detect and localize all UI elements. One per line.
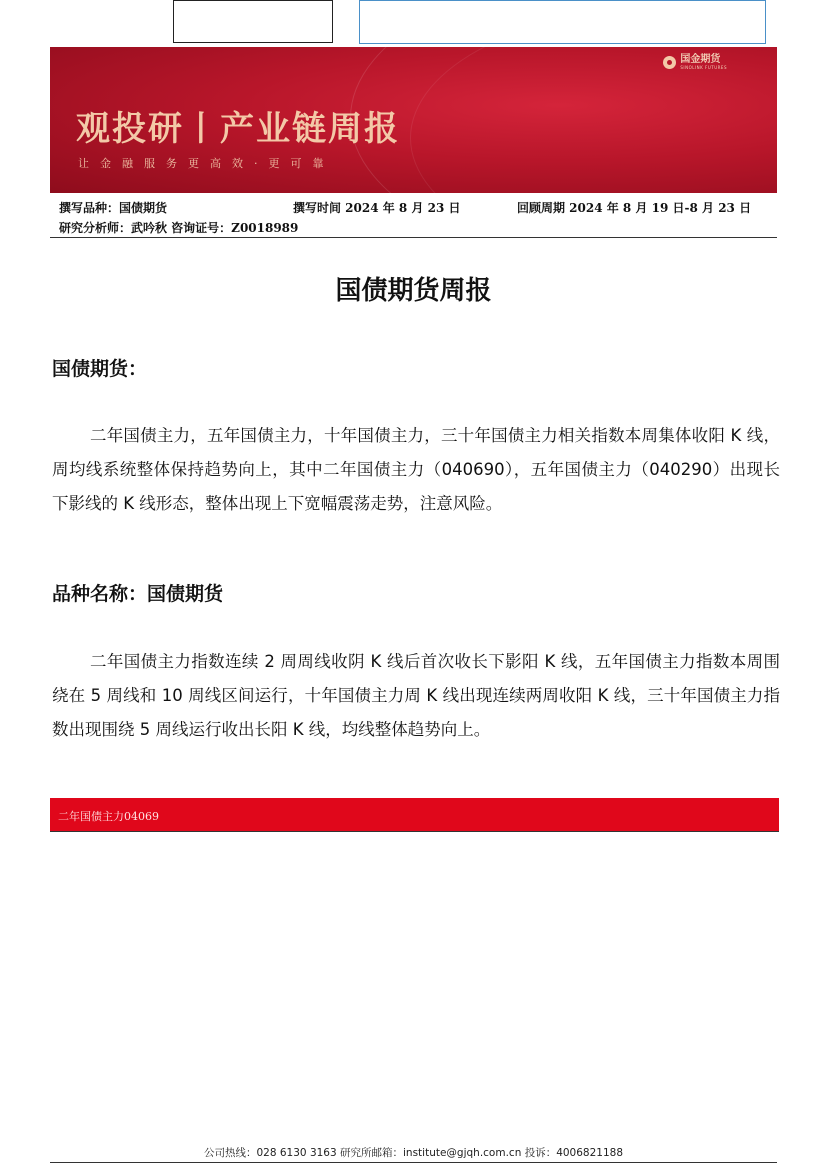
chart-section-label: 二年国债主力04069 (58, 810, 159, 823)
banner-title: 观投研丨产业链周报 (76, 109, 400, 149)
header-box-right (359, 0, 766, 44)
section-heading-variety: 品种名称：国债期货 (52, 583, 224, 605)
company-logo (663, 55, 727, 70)
report-meta (50, 193, 777, 238)
section-paragraph-bond-futures: 二年国债主力，五年国债主力，十年国债主力，三十年国债主力相关指数本周集体收阳 K 线，周均线系统整体保持趋势向上，其中二年国债主力（040690），五年国债主力（040290）出现长下影线的 K 线形态，整体出现上下宽幅震荡走势，注意风险。 (52, 426, 780, 513)
logo-name-cn: 国金期货 (680, 54, 721, 65)
document-title: 国债期货周报 (335, 276, 492, 306)
meta-review-period: 回顾周期 2024 年 8 月 19 日-8 月 23 日 (517, 201, 752, 215)
section-paragraph-variety: 二年国债主力指数连续 2 周周线收阴 K 线后首次收长下影阳 K 线，五年国债主力指数本周围绕在 5 周线和 10 周线区间运行，十年国债主力周 K 线出现连续两周收阳 K 线，三十年国债主力指数出现围绕 5 周线运行收出长阳 K 线，均线整体趋势向上。 (52, 652, 780, 739)
report-banner (50, 47, 777, 193)
logo-name-en: SINOLINK FUTURES (680, 65, 727, 70)
header-box-left (173, 0, 333, 43)
logo-icon (663, 56, 676, 69)
meta-write-time: 撰写时间 2024 年 8 月 23 日 (293, 201, 461, 215)
meta-variety: 撰写品种：国债期货 (59, 201, 168, 215)
meta-analyst: 研究分析师：武吟秋 咨询证号：Z0018989 (59, 221, 299, 235)
chart-section-header (50, 798, 779, 832)
footer-divider (50, 1162, 777, 1163)
banner-slogan: 让金融服务更高效·更可靠 (78, 157, 335, 170)
section-heading-bond-futures: 国债期货： (52, 358, 148, 380)
page-footer: 公司热线：028 6130 3163 研究所邮箱：institute@gjqh.com.cn 投诉：4006821188 (204, 1147, 623, 1159)
